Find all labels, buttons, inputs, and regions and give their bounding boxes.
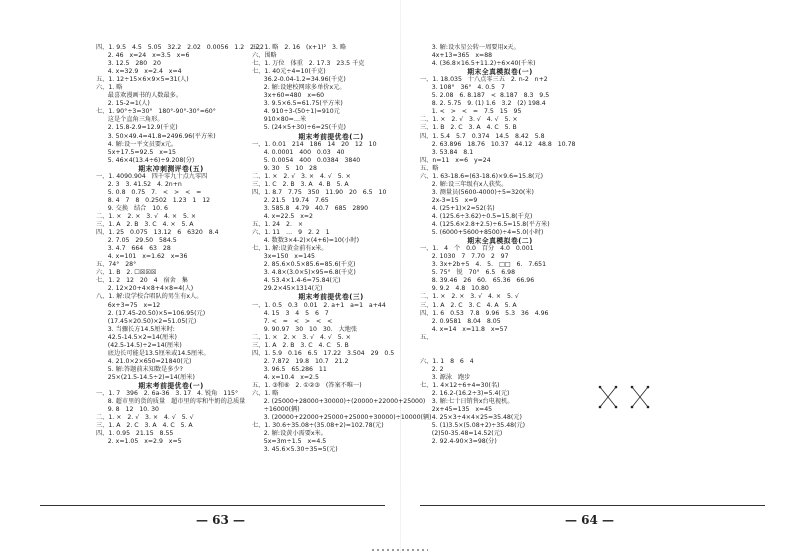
answer-line: 4. x=14 x=11.8 x=57 bbox=[420, 325, 508, 333]
answer-line: 一、1. 0.5 0.3 0.01 2. a+1 a=1 a+44 bbox=[252, 301, 386, 309]
answer-line: 29.2×45×1314(元) bbox=[252, 285, 323, 293]
answer-line: 五、1. ③和⑥ 2. ①②③ (答案不唯一) bbox=[252, 381, 362, 389]
answer-line: 3. 9.5×6.5=61.75(平方米) bbox=[252, 100, 343, 108]
section-heading: 期末全真模拟卷(二) bbox=[467, 237, 533, 246]
answer-line: 6x+3=75 x=12 bbox=[96, 301, 161, 309]
answer-line: 七、1. 90°÷3=30° 180°-90°-30°=60° bbox=[96, 108, 216, 116]
answer-line: 三、1. B 2. C 3. A 4. C 5. B bbox=[420, 124, 517, 132]
answer-line: 1. < > < = 7.5 15 95 bbox=[420, 108, 522, 116]
answer-line: 4. x=10.4 x=2.5 bbox=[252, 373, 319, 381]
answer-line: 2x-3=15 x=9 bbox=[420, 196, 478, 204]
answer-line: 一、1. 4 个 0.0 百分 4.0 0.001 bbox=[420, 245, 534, 253]
answer-line: 四、1. 5.4 5.7 0.374 14.5 8.42 5.8 bbox=[420, 132, 545, 140]
answer-line: ÷16000(辆) bbox=[252, 406, 300, 414]
answer-line: 3. 解:设水星公转一周要用x天。 bbox=[420, 44, 520, 51]
answer-line: 五、略 bbox=[420, 164, 439, 172]
answer-line: 3. 4.7 664 63 28 bbox=[96, 245, 171, 253]
answer-line: 五、1. 12÷15×6×9×5=31(人) bbox=[96, 76, 189, 84]
answer-line: 七、1. 40元÷4=10(千克) bbox=[252, 68, 326, 76]
answer-line: 三、1. A 2. B 3. C 4. C 5. B bbox=[252, 341, 349, 349]
answer-line: 8. 超市里的货的质量 超市里的零和牛奶的总质量 bbox=[96, 398, 246, 406]
answer-line: 9. 30 5 10 28 bbox=[252, 164, 317, 172]
answer-line: 25×(21.5-14.5÷2)=14(厘米) bbox=[96, 373, 195, 381]
answer-line: 9. 交换 结合 10. 6 bbox=[96, 204, 168, 212]
answer-line: 4. (125.6×2.8+2.5)÷6.5=15.8(平方米) bbox=[420, 221, 550, 229]
right-page-number: — 64 — bbox=[565, 513, 615, 527]
answer-line: 七、1. 4×12÷6+4=30(名) bbox=[420, 381, 500, 389]
answer-line: 3. 50×49.4=41.8=2496.96(平方米) bbox=[96, 132, 216, 140]
answer-line: 2. 46 x=24 x=3.5 x=6 bbox=[96, 52, 190, 60]
answer-line: 五、74° 28° bbox=[96, 261, 137, 269]
left-page-column-1 bbox=[96, 44, 264, 446]
answer-line: 四、1. 6 0.53 7.8 9.96 5.3 36 4.96 bbox=[420, 309, 549, 317]
answer-line: 3. 53.84 8.1 bbox=[420, 148, 474, 156]
answer-line: 2. 92.4-90×3=98(分) bbox=[420, 438, 497, 446]
left-footer-rule bbox=[40, 505, 385, 506]
answer-line: 2. (17.45-20.50)×5=106.95(元) bbox=[96, 309, 206, 317]
answer-line: 2. 7.05 29.50 584.5 bbox=[96, 237, 177, 245]
answer-line: 2. 12×20+4×8+4×8=4(人) bbox=[96, 285, 194, 293]
answer-line: 2. 解:设黄小需要x米。 bbox=[252, 430, 327, 438]
answer-line: 2. 21.5 19.74 7.65 bbox=[252, 196, 329, 204]
answer-line: 四、1. 5.9 0.16 6.5 17.22 3.504 29 0.5 bbox=[252, 349, 395, 357]
answer-line: 4. 0.0001 400 0.03 40 bbox=[252, 148, 345, 156]
answer-line: 四、1. 0.95 21.15 8.55 bbox=[96, 430, 174, 438]
answer-line: 5. (6000+5600+8500)÷4=5.0(小时) bbox=[420, 229, 544, 237]
answer-line: 七、1. 2 12 20 4 宿舍 集 bbox=[96, 277, 188, 285]
answer-line: 3. 45.6×5.30÷35=5(元) bbox=[252, 446, 338, 454]
answer-line: 六、1. 63-18.6=(63-18.6)×9.6=15.8(元) bbox=[420, 172, 544, 180]
answer-line: 3x+60=480 x=60 bbox=[252, 92, 325, 100]
section-heading: 期末冲刺测评卷(五) bbox=[138, 164, 204, 173]
answer-line: 2. 解:设建校网球多单价x元。 bbox=[252, 84, 346, 92]
section-heading: 期末考前提优卷(二) bbox=[298, 132, 364, 141]
answer-line: 底边长可能是13.5厘米或14.5厘米。 bbox=[96, 349, 210, 357]
answer-line: 4. x=32.9 x=2.4 x=4 bbox=[96, 68, 182, 76]
answer-line: 六、1. 11 … 9 2. 2 1 bbox=[252, 229, 330, 237]
answer-line: 5. 75° 锐 70° 6.5 6.98 bbox=[420, 269, 516, 277]
answer-line: 4. x=22.5 x=2 bbox=[252, 212, 313, 220]
answer-line: 这是个直角三角形。 bbox=[96, 116, 164, 124]
answer-line: 4. 数数3×4-2)×(4+6)=10(小时) bbox=[252, 237, 360, 245]
answer-line: 2. 15.8-2.9=12.9(千克) bbox=[96, 124, 178, 132]
answer-line: 4. 15 3 4 5 6 7 bbox=[252, 309, 329, 317]
answer-line: 7. < = < > < < bbox=[252, 317, 333, 325]
answer-line: 5. 解:答题前未知数是多少? bbox=[96, 365, 183, 373]
answer-line: 4. (25+1)×2=52(名) bbox=[420, 204, 495, 212]
answer-line: 六、1. 略 bbox=[96, 84, 123, 92]
answer-line: 七、1. 解:设黄金前有x米。 bbox=[252, 245, 328, 253]
answer-line: 2. 3 3. 41.52 4. 2n+n bbox=[96, 180, 182, 188]
answer-line: (17.45×20.50)×2=51.05(元) bbox=[96, 317, 197, 325]
answer-line: 二、1. × 2. √ 3. × 4. √ 5. √ bbox=[96, 414, 194, 422]
answer-line: 一、1. 18.035 十八点零三五 2. n-2 n+2 bbox=[420, 76, 548, 84]
answer-line: 二、1. × 2. √ 3. × 4. √ 5. × bbox=[252, 172, 351, 180]
answer-line: 2. x=1.05 x=2.9 x=5 bbox=[96, 438, 182, 446]
answer-line: 二、1. × 2. √ 3. √ 4. √ 5. × bbox=[420, 116, 518, 124]
section-heading: 期末全真模拟卷(一) bbox=[467, 68, 533, 77]
answer-line: 3. 108° 36° 4. 0.5 7 bbox=[420, 84, 505, 92]
answer-line: 36.2-0.04-1.2=34.96(千克) bbox=[252, 76, 346, 84]
answer-line: 三、1. C 2. B 3. A 4. B 5. A bbox=[252, 180, 349, 188]
answer-line: 4. 25×3÷4×4×25=35.48(元) bbox=[420, 414, 522, 422]
answer-line: 3. (20000+22000+25000+25000+30000)÷10000(辆) bbox=[252, 414, 432, 422]
answer-line: 四、n=11 x=6 y=24 bbox=[420, 156, 491, 164]
answer-line: 七、1. 万位 体重 2. 17.3 23.5 千克 bbox=[252, 60, 365, 68]
answer-line: 9. 9.2 4.8 10.80 bbox=[420, 285, 489, 293]
answer-line: 2. 63.896 18.76 10.37 44.12 48.8 10.78 bbox=[420, 140, 576, 148]
answer-line: 八、1. 解:设学校合唱队的男生有x人。 bbox=[96, 293, 203, 301]
answer-line: 四、1. 9.5 4.5 5.05 32.2 2.02 0.0056 1.2 2.22 bbox=[96, 44, 264, 51]
answer-line: 2. 2 bbox=[420, 365, 444, 373]
answer-line: 3. 585.8 4.79 40.7 685 2890 bbox=[252, 204, 369, 212]
answer-line: 9. 90.97 30 10 30. 大地张 bbox=[252, 325, 358, 333]
answer-line: 五、1. 略 2. 16 (x+1)² 3. 略 bbox=[252, 44, 347, 51]
answer-line: 5. 2.08 6. 8.187 < 8.187 8.3 9.5 bbox=[420, 92, 550, 100]
answer-line: 六、1. 1 8 6 4 bbox=[420, 357, 474, 365]
answer-line: 最喜欢漫画书的人数最多。 bbox=[96, 92, 183, 100]
section-heading: 期末考前提优卷(一) bbox=[138, 381, 204, 390]
answer-line: 910×80=…米 bbox=[252, 116, 307, 124]
answer-line: 三、1. A 2. C 3. A 4. C 5. A bbox=[96, 422, 193, 430]
left-page-number: — 63 — bbox=[196, 513, 246, 527]
answer-line: 4. 53.4×1.4-6=75.84(元) bbox=[252, 277, 341, 285]
answer-line: 2. 85.6×0.5×85.6=85.6(千克) bbox=[252, 261, 356, 269]
answer-line: 2. 1030 7 7.70 2 97 bbox=[420, 253, 509, 261]
answer-line: 2. 解:设三年级有x人获奖。 bbox=[420, 180, 508, 188]
answer-line: 4. 解:设一平文员要x元。 bbox=[96, 140, 178, 148]
answer-line: 四、1. 25 0.075 13.12 6 6320 8.4 bbox=[96, 229, 219, 237]
answer-line: 3. 解:七十日销售x台电视机。 bbox=[420, 398, 514, 406]
answer-line: 3. 源泳 跑步 bbox=[420, 373, 471, 381]
answer-line: 七、1. 30.6÷35.08÷(35.08+2)=102.78(元) bbox=[252, 422, 384, 430]
answer-line: 四、1. 8.7 7.75 350 11.90 20 6.5 10 bbox=[252, 188, 387, 196]
answer-line: 5. (24×5+30)÷6=25(千克) bbox=[252, 124, 346, 132]
answer-line: 3x=150 x=145 bbox=[252, 253, 315, 261]
answer-line: 一、1. 0.01 214 186 14 20 12 10 bbox=[252, 140, 377, 148]
answer-line: 42.5-14.5×2=14(厘米) bbox=[96, 333, 177, 341]
answer-line: 4x+13=365 x=88 bbox=[420, 52, 493, 60]
answer-line: 二、1. × 2. × 3. √ 4. × 5. √ bbox=[420, 293, 519, 301]
answer-line: 二、1. × 2. × 3. √ 4. × 5. × bbox=[96, 212, 197, 220]
answer-line: 4. 910÷3-(50÷1)=910元 bbox=[252, 108, 340, 116]
right-page-column-1 bbox=[420, 44, 580, 446]
answer-line: 5. 46×4(13.4÷6)÷9.208(分) bbox=[96, 156, 195, 164]
answer-line: 4. x=101 x=1.62 x=36 bbox=[96, 253, 188, 261]
answer-line: 9. 8 12 10. 30 bbox=[96, 406, 159, 414]
answer-line: 五、 bbox=[420, 333, 433, 341]
matching-lines-figure bbox=[596, 384, 656, 410]
answer-line: 3. 4.8×(3.0×5)×95=6.8(千克) bbox=[252, 269, 356, 277]
answer-line: 2. 0.9581 8.04 8.05 bbox=[420, 317, 501, 325]
answer-line: 2. 15-2=1(人) bbox=[96, 100, 150, 108]
answer-line bbox=[420, 342, 580, 350]
fold-mark bbox=[372, 549, 428, 551]
answer-line: 5. 0.8 0.75 7. < > < = bbox=[96, 188, 202, 196]
answer-line: 六、1. 略 bbox=[252, 390, 279, 398]
answer-line: 3. 12.5 280 20 bbox=[96, 60, 161, 68]
answer-line: 三、1. A 2. B 3. C 4. × 5. A bbox=[96, 221, 194, 229]
answer-line: 2x+45=135 x=45 bbox=[420, 406, 493, 414]
answer-line: 5. 0.0054 400 0.0384 3840 bbox=[252, 156, 361, 164]
answer-line: 三、1. A 2. C 3. C 4. A 5. A bbox=[420, 301, 517, 309]
answer-line: 一、1. 4090.904 四千零九十点九零四 bbox=[96, 172, 208, 180]
answer-line: 六、围略 bbox=[252, 52, 277, 60]
answer-line: (42.5-14.5)÷2=14(厘米) bbox=[96, 341, 182, 349]
answer-line: 3. 3x+2b+5 4. 5. □□ 6. 7.651 bbox=[420, 261, 547, 269]
answer-line: 8. 4 7 8 0.2502 1.23 1 12 bbox=[96, 196, 211, 204]
answer-line: 2. 16.2-(16.2÷3)=5.4(元) bbox=[420, 390, 510, 398]
answer-line: 六、1. B 2. ☐☒☒☒ bbox=[96, 269, 157, 277]
answer-line: 五、1. 24 2. × bbox=[252, 221, 304, 229]
section-heading: 期末考前提优卷(三) bbox=[298, 293, 364, 302]
answer-line: 一、1. 7 396 2. 6a-36 3. 17 4. 锐角 115° bbox=[96, 390, 239, 398]
answer-line: 3. 当骤长方14.5厘米时: bbox=[96, 325, 175, 333]
answer-line: (2)50-35.48=14.52(元) bbox=[420, 430, 503, 438]
answer-line: 3. 96.5 65.286 11 bbox=[252, 365, 327, 373]
answer-line: 4. 21.0×2×650=21840(元) bbox=[96, 357, 192, 365]
answer-line: 5x+17.5=92.5 x=15 bbox=[96, 148, 176, 156]
answer-line: 二、1. × 2. × 3. √ 4. √ 5. × bbox=[252, 333, 351, 341]
answer-line: 8. 39.46 26 60. 65.36 66.96 bbox=[420, 277, 535, 285]
answer-line bbox=[420, 350, 580, 358]
answer-line: 8. 2. 5.75 9. (1) 1.6 3.2 (2) 198.4 bbox=[420, 100, 546, 108]
answer-line: 2. 7.872 19.8 10.7 21.2 bbox=[252, 357, 349, 365]
answer-line: 4. (125.6÷3.62)÷0.5=15.8(千克) bbox=[420, 212, 533, 220]
answer-line: 5. (1)3.5×(5.08+2)÷35.48(元) bbox=[420, 422, 526, 430]
answer-line: 4. (36.8×16.5+11.2)÷6×40(千米) bbox=[420, 60, 536, 68]
right-footer-rule bbox=[420, 505, 765, 506]
answer-line: 5x=3m÷1.5 x=4.5 bbox=[252, 438, 327, 446]
answer-line: 3. 测量员(5600-4000)÷5=320(米) bbox=[420, 188, 534, 196]
answer-line: 2. (25000+28000+30000)÷(20000+22000+25000) bbox=[252, 398, 426, 406]
